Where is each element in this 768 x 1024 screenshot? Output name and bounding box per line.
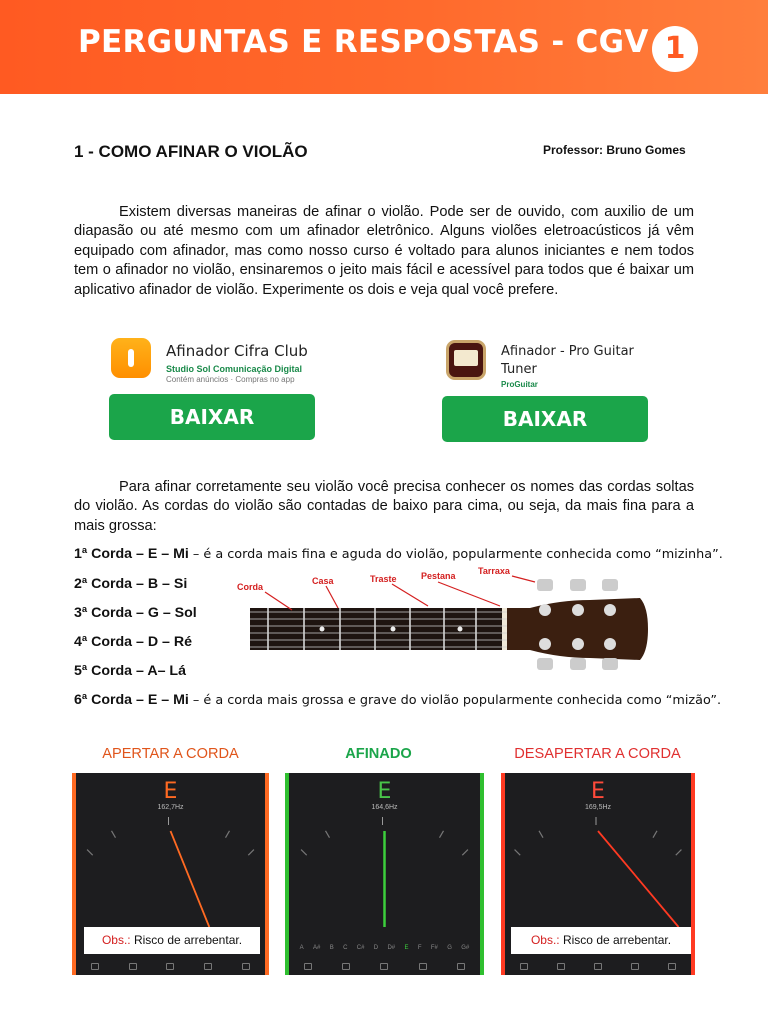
status-label-tighten: APERTAR A CORDA (102, 746, 239, 762)
fret-marker (320, 627, 325, 632)
gauge-tick (515, 850, 521, 856)
tuner-note: E (163, 779, 178, 804)
intro-text: Existem diversas maneiras de afinar o violão. Pode ser de ouvido, com auxilio de um diapasão ou até mesmo com um afinador eletrônico. Alguns violões eletroacústicos já vêm equipado com afinador, mas como nosso curso é voltado para alunos iniciantes e nem todos tem o afinador no violão, ensinaremos o jeito mais fácil e acessível para todos que é baixar um aplicativo afinador de violão. Experimente os dois e veja qual você prefere. (74, 204, 694, 298)
string-name: 1ª Corda – E – Mi (74, 546, 189, 562)
note-name: F (417, 945, 422, 951)
note-name: B (329, 945, 334, 951)
fret-marker (458, 627, 463, 632)
tuner-meter-icon (446, 340, 486, 380)
note-name: D# (387, 945, 396, 951)
warning-text: Risco de arrebentar. (559, 933, 672, 947)
strings-intro-text: Para afinar corretamente seu violão você precisa conhecer os nomes das cordas soltas do violão. As cordas do violão são contadas de baixo para cima, ou seja, da mais fina para a mais grossa: (74, 479, 694, 534)
string-name: 3ª Corda – G – Sol (74, 605, 197, 621)
guitar-neck-diagram (230, 562, 700, 674)
annotation-arrows (265, 576, 535, 610)
app-name: Afinador - Pro Guitar Tuner (501, 344, 634, 377)
professor-name: Professor: Bruno Gomes (543, 143, 686, 157)
app-extra-info: Contém anúncios · Compras no app (166, 375, 295, 384)
gauge-tick (462, 850, 468, 856)
warning-note (84, 927, 260, 954)
note-name: F# (430, 945, 438, 951)
tuner-screenshot-tighten (72, 773, 269, 975)
label-traste: Traste (370, 574, 397, 584)
gauge-tick (112, 831, 116, 838)
label-corda: Corda (237, 582, 264, 592)
tuner-screenshot-tuned (285, 773, 484, 975)
string-line-6 (74, 692, 721, 708)
tuner-nav-bar (289, 957, 480, 975)
tuner-nav-bar (76, 957, 265, 975)
gauge-tick (87, 850, 93, 856)
string-line-5 (74, 663, 186, 679)
tuner-needle (171, 831, 210, 927)
string-desc: – é a corda mais fina e aguda do violão, popularmente conhecida como “mizinha”. (188, 547, 723, 562)
note-name: D (373, 945, 379, 951)
string-line-3 (74, 605, 197, 621)
gauge-tick (326, 831, 330, 838)
tuner-frequency: 164,6Hz (371, 804, 398, 811)
string-name: 4ª Corda – D – Ré (74, 634, 193, 650)
page-number-badge: 1 (652, 26, 698, 72)
fret-marker (391, 627, 396, 632)
note-names-row (289, 945, 480, 951)
intro-paragraph (74, 203, 694, 300)
warning-label: Obs.: (530, 933, 560, 947)
label-pestana: Pestana (421, 571, 456, 581)
warning-label: Obs.: (101, 933, 131, 947)
status-label-loosen: DESAPERTAR A CORDA (514, 746, 681, 762)
tuner-needle (598, 831, 679, 927)
gauge-tick (301, 850, 307, 856)
string-line-2 (74, 576, 187, 592)
note-name: E (404, 945, 409, 951)
waveform-icon (111, 338, 151, 378)
note-name: G# (461, 945, 470, 951)
tuner-note: E (591, 779, 605, 804)
note-name: A (299, 945, 304, 951)
note-name: C# (356, 945, 365, 951)
gauge-tick (440, 831, 444, 838)
section-title: 1 - COMO AFINAR O VIOLÃO (74, 142, 308, 161)
gauge-tick (248, 850, 254, 856)
header-title: PERGUNTAS E RESPOSTAS - CGV (78, 24, 649, 60)
download-button-pro-guitar[interactable]: BAIXAR (442, 396, 648, 442)
tuner-frequency: 169,5Hz (584, 804, 612, 811)
app-developer: ProGuitar (501, 380, 538, 389)
gauge-tick (653, 831, 657, 838)
app-name: Afinador Cifra Club (166, 342, 308, 360)
app-card-cifra-club[interactable] (111, 338, 321, 388)
note-name: A# (313, 945, 321, 951)
note-name: C (343, 945, 348, 951)
note-name: G (447, 945, 452, 951)
app-card-pro-guitar[interactable] (446, 340, 656, 390)
gauge-tick (539, 831, 543, 838)
download-button-cifra-club[interactable]: BAIXAR (109, 394, 315, 440)
label-casa: Casa (312, 576, 334, 586)
string-name: 2ª Corda – B – Si (74, 576, 188, 592)
string-line-4 (74, 634, 192, 650)
page-header (0, 0, 768, 94)
nut (502, 608, 507, 650)
status-label-tuned: AFINADO (345, 746, 412, 762)
strings-intro-paragraph (74, 478, 694, 536)
tuner-note: E (377, 779, 392, 804)
tuner-nav-bar (505, 957, 691, 975)
tuner-screenshot-loosen (501, 773, 695, 975)
string-name: 5ª Corda – A– Lá (74, 663, 186, 679)
tuner-frequency: 162,7Hz (157, 804, 184, 811)
fretboard (250, 608, 508, 650)
gauge-tick (226, 831, 230, 838)
string-desc: – é a corda mais grossa e grave do violão popularmente conhecida como “mizão”. (188, 693, 722, 708)
string-name: 6ª Corda – E – Mi (74, 692, 189, 708)
label-tarraxa: Tarraxa (478, 566, 510, 576)
gauge-tick (676, 850, 682, 856)
warning-text: Risco de arrebentar. (130, 933, 243, 947)
string-line-1 (74, 546, 723, 562)
app-developer: Studio Sol Comunicação Digital (166, 364, 303, 374)
warning-note (511, 927, 691, 954)
